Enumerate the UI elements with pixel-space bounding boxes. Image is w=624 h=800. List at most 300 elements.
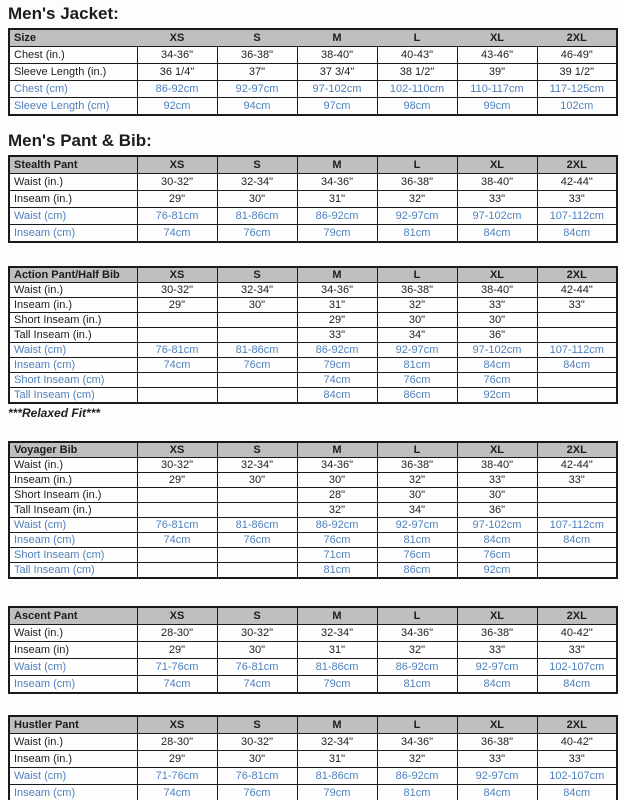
- measurement-row: [9, 533, 617, 548]
- size-value: 36-38": [377, 283, 457, 298]
- size-value: 86cm: [377, 563, 457, 579]
- measurement-row: [9, 473, 617, 488]
- row-label: Waist (in.): [9, 174, 137, 191]
- size-value: 30-32": [137, 283, 217, 298]
- size-value: 32-34": [297, 625, 377, 642]
- size-value: 30-32": [137, 458, 217, 473]
- size-value: 40-43": [377, 47, 457, 64]
- header-row: [9, 156, 617, 174]
- row-label: Waist (in.): [9, 458, 137, 473]
- size-value: 29": [137, 298, 217, 313]
- size-value: 76cm: [217, 225, 297, 243]
- size-value: 30": [217, 751, 297, 768]
- size-value: [537, 488, 617, 503]
- size-value: 38-40": [297, 47, 377, 64]
- measurement-row: [9, 488, 617, 503]
- size-value: 79cm: [297, 785, 377, 800]
- size-value: 107-112cm: [537, 343, 617, 358]
- size-column-header: 2XL: [537, 156, 617, 174]
- measurement-row: [9, 47, 617, 64]
- measurement-row: [9, 64, 617, 81]
- size-value: [217, 313, 297, 328]
- size-value: 30-32": [217, 625, 297, 642]
- table-body: [9, 458, 617, 579]
- size-column-header: M: [297, 156, 377, 174]
- size-value: 84cm: [537, 358, 617, 373]
- measurement-row: [9, 503, 617, 518]
- size-value: 117-125cm: [537, 81, 617, 98]
- size-column-header: L: [377, 29, 457, 47]
- size-value: 92-97cm: [377, 518, 457, 533]
- size-value: [137, 313, 217, 328]
- size-value: 33": [457, 191, 537, 208]
- table-title-cell: Stealth Pant: [9, 156, 137, 174]
- size-column-header: M: [297, 267, 377, 283]
- measurement-row: [9, 81, 617, 98]
- measurement-row: [9, 174, 617, 191]
- size-value: 32": [377, 642, 457, 659]
- size-value: 31": [297, 642, 377, 659]
- size-value: 84cm: [537, 676, 617, 694]
- size-column-header: S: [217, 607, 297, 625]
- size-value: 92cm: [457, 563, 537, 579]
- row-label: Waist (in.): [9, 283, 137, 298]
- header-row: [9, 607, 617, 625]
- measurement-row: [9, 659, 617, 676]
- header-row: [9, 29, 617, 47]
- size-value: [137, 548, 217, 563]
- size-value: 81-86cm: [217, 343, 297, 358]
- size-value: 38-40": [457, 458, 537, 473]
- size-value: 107-112cm: [537, 208, 617, 225]
- size-table-voyager-bib: [8, 441, 618, 579]
- size-value: 29": [297, 313, 377, 328]
- row-label: Short Inseam (cm): [9, 373, 137, 388]
- table-title-cell: Ascent Pant: [9, 607, 137, 625]
- size-value: 38-40": [457, 283, 537, 298]
- size-value: 30": [377, 488, 457, 503]
- size-value: [217, 328, 297, 343]
- size-value: 94cm: [217, 98, 297, 116]
- size-value: 39": [457, 64, 537, 81]
- size-value: 92-97cm: [377, 208, 457, 225]
- size-value: 29": [137, 642, 217, 659]
- size-value: 81cm: [377, 533, 457, 548]
- size-value: 36": [457, 328, 537, 343]
- size-column-header: XS: [137, 156, 217, 174]
- size-value: 74cm: [137, 358, 217, 373]
- size-value: 81cm: [377, 785, 457, 800]
- size-value: 30-32": [217, 734, 297, 751]
- table-body: [9, 47, 617, 116]
- size-value: 30": [217, 191, 297, 208]
- size-value: [537, 328, 617, 343]
- size-value: 39 1/2": [537, 64, 617, 81]
- size-value: 36-38": [377, 174, 457, 191]
- size-value: 38-40": [457, 174, 537, 191]
- size-value: 40-42": [537, 734, 617, 751]
- size-value: 31": [297, 298, 377, 313]
- size-value: 110-117cm: [457, 81, 537, 98]
- size-value: 34-36": [137, 47, 217, 64]
- size-value: 76cm: [377, 373, 457, 388]
- row-label: Inseam (cm): [9, 225, 137, 243]
- size-value: 81-86cm: [217, 208, 297, 225]
- measurement-row: [9, 458, 617, 473]
- size-value: 31": [297, 751, 377, 768]
- size-value: 32": [297, 503, 377, 518]
- size-value: 43-46": [457, 47, 537, 64]
- size-value: 79cm: [297, 225, 377, 243]
- size-value: 76-81cm: [217, 768, 297, 785]
- table-title-cell: Size: [9, 29, 137, 47]
- row-label: Sleeve Length (in.): [9, 64, 137, 81]
- measurement-row: [9, 625, 617, 642]
- size-value: 76cm: [457, 373, 537, 388]
- size-column-header: L: [377, 442, 457, 458]
- size-value: [537, 563, 617, 579]
- size-column-header: 2XL: [537, 607, 617, 625]
- size-column-header: L: [377, 267, 457, 283]
- size-value: [217, 373, 297, 388]
- size-value: 33": [537, 751, 617, 768]
- row-label: Waist (cm): [9, 208, 137, 225]
- table-body: [9, 734, 617, 800]
- size-value: 32": [377, 751, 457, 768]
- size-value: 76-81cm: [137, 343, 217, 358]
- size-value: 97-102cm: [457, 343, 537, 358]
- table-title-cell: Action Pant/Half Bib: [9, 267, 137, 283]
- row-label: Chest (in.): [9, 47, 137, 64]
- measurement-row: [9, 518, 617, 533]
- row-label: Inseam (in.): [9, 191, 137, 208]
- size-value: 32": [377, 298, 457, 313]
- size-value: 36-38": [377, 458, 457, 473]
- size-value: 74cm: [217, 676, 297, 694]
- size-table-action-pant-half-bib: [8, 266, 618, 404]
- size-value: 97-102cm: [457, 518, 537, 533]
- size-value: 74cm: [297, 373, 377, 388]
- size-value: 97cm: [297, 98, 377, 116]
- row-label: Chest (cm): [9, 81, 137, 98]
- size-value: 71-76cm: [137, 768, 217, 785]
- size-value: 34": [377, 328, 457, 343]
- row-label: Waist (cm): [9, 343, 137, 358]
- table-header: [9, 442, 617, 458]
- size-value: 30": [217, 473, 297, 488]
- size-value: 40-42": [537, 625, 617, 642]
- size-value: 33": [537, 298, 617, 313]
- size-value: 81-86cm: [217, 518, 297, 533]
- size-value: 98cm: [377, 98, 457, 116]
- size-value: [537, 313, 617, 328]
- row-label: Sleeve Length (cm): [9, 98, 137, 116]
- size-value: 86-92cm: [297, 343, 377, 358]
- size-value: 33": [457, 642, 537, 659]
- size-value: 34-36": [297, 283, 377, 298]
- measurement-row: [9, 191, 617, 208]
- measurement-row: [9, 373, 617, 388]
- size-column-header: 2XL: [537, 716, 617, 734]
- measurement-row: [9, 225, 617, 243]
- row-label: Inseam (cm): [9, 533, 137, 548]
- size-value: 46-49": [537, 47, 617, 64]
- size-value: 86-92cm: [137, 81, 217, 98]
- size-value: 36-38": [457, 625, 537, 642]
- size-value: 34-36": [377, 625, 457, 642]
- row-label: Inseam (in.): [9, 751, 137, 768]
- size-value: 30": [217, 642, 297, 659]
- measurement-row: [9, 358, 617, 373]
- size-column-header: S: [217, 29, 297, 47]
- table-header: [9, 267, 617, 283]
- size-value: 92cm: [457, 388, 537, 404]
- size-value: 76cm: [217, 785, 297, 800]
- size-value: [537, 503, 617, 518]
- measurement-row: [9, 98, 617, 116]
- size-column-header: S: [217, 442, 297, 458]
- size-column-header: 2XL: [537, 442, 617, 458]
- size-value: [137, 388, 217, 404]
- relaxed-fit-note: ***Relaxed Fit***: [8, 406, 101, 420]
- size-column-header: 2XL: [537, 29, 617, 47]
- row-label: Inseam (in.): [9, 298, 137, 313]
- size-column-header: L: [377, 156, 457, 174]
- size-value: 79cm: [297, 358, 377, 373]
- size-value: 102cm: [537, 98, 617, 116]
- measurement-row: [9, 313, 617, 328]
- size-value: 28": [297, 488, 377, 503]
- size-value: 32-34": [217, 174, 297, 191]
- size-value: 33": [297, 328, 377, 343]
- size-value: 76-81cm: [137, 208, 217, 225]
- size-value: 74cm: [137, 225, 217, 243]
- size-value: 76cm: [297, 533, 377, 548]
- size-value: 32": [377, 473, 457, 488]
- measurement-row: [9, 328, 617, 343]
- size-value: 76cm: [377, 548, 457, 563]
- size-value: 71cm: [297, 548, 377, 563]
- size-column-header: XS: [137, 442, 217, 458]
- measurement-row: [9, 734, 617, 751]
- size-value: 28-30": [137, 625, 217, 642]
- size-value: 33": [537, 473, 617, 488]
- table-title-cell: Voyager Bib: [9, 442, 137, 458]
- row-label: Short Inseam (in.): [9, 488, 137, 503]
- size-value: 30": [457, 488, 537, 503]
- size-value: [217, 503, 297, 518]
- size-value: 86-92cm: [297, 208, 377, 225]
- section-heading: Men's Jacket:: [8, 4, 119, 23]
- size-value: 81cm: [377, 676, 457, 694]
- size-value: 79cm: [297, 676, 377, 694]
- size-value: 30": [297, 473, 377, 488]
- size-value: [217, 548, 297, 563]
- row-label: Waist (cm): [9, 659, 137, 676]
- size-value: 42-44": [537, 174, 617, 191]
- row-label: Inseam (cm): [9, 785, 137, 800]
- size-value: 33": [457, 751, 537, 768]
- size-value: 92-97cm: [217, 81, 297, 98]
- size-value: 74cm: [137, 676, 217, 694]
- measurement-row: [9, 563, 617, 579]
- table-header: [9, 716, 617, 734]
- size-column-header: XS: [137, 267, 217, 283]
- size-value: [137, 328, 217, 343]
- row-label: Inseam (cm): [9, 358, 137, 373]
- size-value: 92-97cm: [457, 768, 537, 785]
- row-label: Waist (cm): [9, 518, 137, 533]
- size-value: 32-34": [217, 283, 297, 298]
- size-value: 71-76cm: [137, 659, 217, 676]
- size-value: 29": [137, 473, 217, 488]
- size-value: 81-86cm: [297, 659, 377, 676]
- size-value: 30-32": [137, 174, 217, 191]
- size-value: 33": [457, 473, 537, 488]
- row-label: Tall Inseam (cm): [9, 388, 137, 404]
- size-column-header: M: [297, 716, 377, 734]
- size-value: 86-92cm: [377, 659, 457, 676]
- table-body: [9, 174, 617, 243]
- size-column-header: S: [217, 716, 297, 734]
- size-value: 84cm: [457, 533, 537, 548]
- size-value: [217, 388, 297, 404]
- size-value: 32": [377, 191, 457, 208]
- measurement-row: [9, 548, 617, 563]
- size-value: [217, 488, 297, 503]
- row-label: Short Inseam (in.): [9, 313, 137, 328]
- size-value: 92-97cm: [377, 343, 457, 358]
- size-value: 34": [377, 503, 457, 518]
- size-value: [217, 563, 297, 579]
- size-column-header: M: [297, 442, 377, 458]
- size-column-header: XL: [457, 267, 537, 283]
- size-table-ascent-pant: [8, 606, 618, 694]
- size-column-header: XL: [457, 716, 537, 734]
- size-value: 33": [537, 642, 617, 659]
- size-column-header: S: [217, 156, 297, 174]
- header-row: [9, 267, 617, 283]
- measurement-row: [9, 343, 617, 358]
- size-value: 74cm: [137, 785, 217, 800]
- table-body: [9, 283, 617, 404]
- header-row: [9, 716, 617, 734]
- size-value: 36": [457, 503, 537, 518]
- size-value: 42-44": [537, 283, 617, 298]
- size-value: 81-86cm: [297, 768, 377, 785]
- size-value: 76-81cm: [217, 659, 297, 676]
- size-value: 76-81cm: [137, 518, 217, 533]
- size-value: 102-107cm: [537, 768, 617, 785]
- size-column-header: S: [217, 267, 297, 283]
- row-label: Inseam (cm): [9, 676, 137, 694]
- size-value: [537, 388, 617, 404]
- row-label: Short Inseam (cm): [9, 548, 137, 563]
- size-value: 84cm: [457, 358, 537, 373]
- table-header: [9, 29, 617, 47]
- size-column-header: M: [297, 607, 377, 625]
- size-value: 37 3/4": [297, 64, 377, 81]
- size-value: 86-92cm: [377, 768, 457, 785]
- size-value: 99cm: [457, 98, 537, 116]
- size-column-header: XL: [457, 607, 537, 625]
- measurement-row: [9, 208, 617, 225]
- size-value: 28-30": [137, 734, 217, 751]
- measurement-row: [9, 751, 617, 768]
- size-value: 81cm: [377, 225, 457, 243]
- size-value: 102-110cm: [377, 81, 457, 98]
- table-header: [9, 607, 617, 625]
- size-value: 30": [217, 298, 297, 313]
- size-value: 84cm: [457, 225, 537, 243]
- size-column-header: M: [297, 29, 377, 47]
- measurement-row: [9, 785, 617, 800]
- row-label: Waist (in.): [9, 625, 137, 642]
- size-value: [137, 373, 217, 388]
- size-value: [137, 488, 217, 503]
- table-header: [9, 156, 617, 174]
- size-value: 29": [137, 191, 217, 208]
- size-value: 34-36": [297, 458, 377, 473]
- size-value: [137, 503, 217, 518]
- size-column-header: XS: [137, 29, 217, 47]
- header-row: [9, 442, 617, 458]
- size-table-hustler-pant: [8, 715, 618, 800]
- size-value: 29": [137, 751, 217, 768]
- table-body: [9, 625, 617, 694]
- table-title-cell: Hustler Pant: [9, 716, 137, 734]
- size-column-header: L: [377, 607, 457, 625]
- size-value: 107-112cm: [537, 518, 617, 533]
- size-column-header: XS: [137, 716, 217, 734]
- size-value: 36-38": [217, 47, 297, 64]
- size-table-stealth-pant: [8, 155, 618, 243]
- size-value: 81cm: [297, 563, 377, 579]
- size-value: 76cm: [217, 533, 297, 548]
- size-column-header: XL: [457, 156, 537, 174]
- row-label: Waist (cm): [9, 768, 137, 785]
- size-column-header: XL: [457, 442, 537, 458]
- size-value: 92-97cm: [457, 659, 537, 676]
- row-label: Tall Inseam (in.): [9, 328, 137, 343]
- size-value: [537, 548, 617, 563]
- size-value: 84cm: [457, 785, 537, 800]
- measurement-row: [9, 676, 617, 694]
- size-value: 32-34": [217, 458, 297, 473]
- size-value: 84cm: [457, 676, 537, 694]
- size-value: 86-92cm: [297, 518, 377, 533]
- size-value: 97-102cm: [297, 81, 377, 98]
- size-column-header: L: [377, 716, 457, 734]
- size-value: 31": [297, 191, 377, 208]
- size-value: 37": [217, 64, 297, 81]
- size-value: 86cm: [377, 388, 457, 404]
- size-value: 84cm: [537, 225, 617, 243]
- size-value: 102-107cm: [537, 659, 617, 676]
- size-value: 33": [537, 191, 617, 208]
- size-value: 84cm: [537, 785, 617, 800]
- size-value: [137, 563, 217, 579]
- size-value: 92cm: [137, 98, 217, 116]
- size-value: 33": [457, 298, 537, 313]
- size-column-header: 2XL: [537, 267, 617, 283]
- size-value: 76cm: [457, 548, 537, 563]
- measurement-row: [9, 388, 617, 404]
- size-column-header: XS: [137, 607, 217, 625]
- section-heading: Men's Pant & Bib:: [8, 131, 152, 150]
- row-label: Inseam (in.): [9, 473, 137, 488]
- size-value: 32-34": [297, 734, 377, 751]
